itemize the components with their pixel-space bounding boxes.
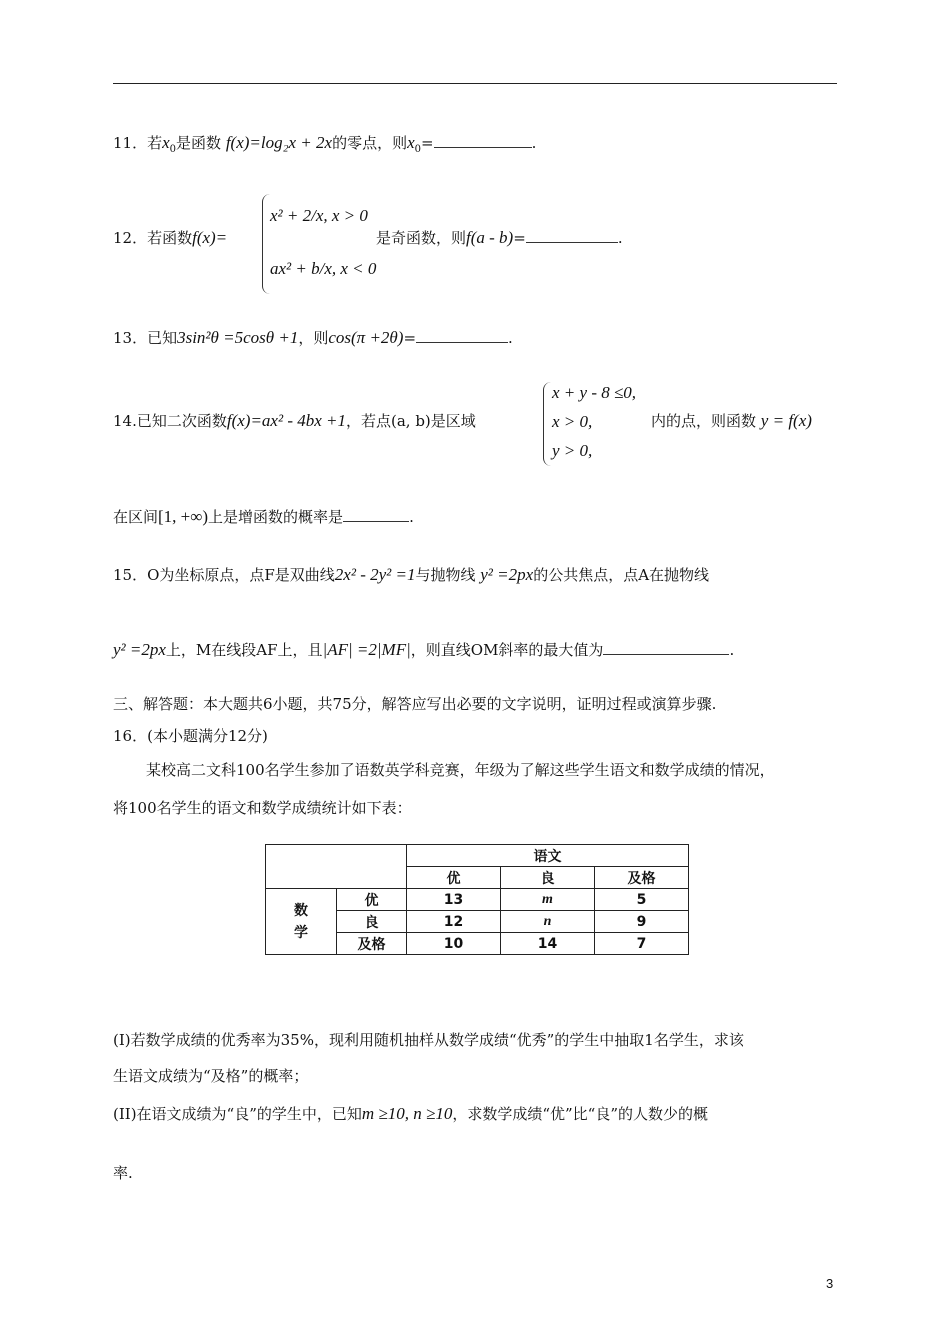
math-header: 数学 bbox=[266, 889, 337, 955]
row-header: 优 bbox=[337, 889, 407, 911]
q12-case-2: ax² + b/x, x < 0 bbox=[270, 259, 377, 278]
question-13: 13．已知3sin²θ =5cosθ +1，则cos(π +2θ)= . bbox=[113, 328, 513, 347]
q12-case-1: x² + 2/x, x > 0 bbox=[270, 206, 368, 225]
header-rule bbox=[113, 83, 837, 84]
col-header: 及格 bbox=[595, 867, 689, 889]
score-table bbox=[265, 844, 689, 955]
q14-brace bbox=[543, 382, 552, 466]
q14-constraint-1: x + y - 8 ≤0, bbox=[552, 383, 637, 402]
answer-blank bbox=[416, 328, 508, 343]
table-cell: 14 bbox=[501, 933, 595, 955]
q14-constraint-2: x > 0, bbox=[552, 412, 593, 431]
q16-paragraph-2: 将100名学生的语文和数学成绩统计如下表： bbox=[113, 799, 412, 817]
q16-part-1-line-1: (I)若数学成绩的优秀率为35%，现利用随机抽样从数学成绩“优秀”的学生中抽取1名学生，求该 bbox=[113, 1031, 744, 1049]
answer-blank bbox=[343, 507, 409, 522]
table-cell: 7 bbox=[595, 933, 689, 955]
q12-lead: 12．若函数f(x)= bbox=[113, 228, 228, 247]
answer-blank bbox=[526, 228, 618, 243]
table-cell: 10 bbox=[407, 933, 501, 955]
q11-function: f(x)=log₂x + 2x bbox=[225, 133, 333, 152]
table-cell: 12 bbox=[407, 911, 501, 933]
table-cell: n bbox=[501, 911, 595, 933]
table-cell: 13 bbox=[407, 889, 501, 911]
col-header: 优 bbox=[407, 867, 501, 889]
row-header: 良 bbox=[337, 911, 407, 933]
q14-lead: 14.已知二次函数f(x)=ax² - 4bx +1，若点(a, b)是区域 bbox=[113, 411, 476, 430]
table-cell: 9 bbox=[595, 911, 689, 933]
chinese-header: 语文 bbox=[407, 845, 689, 867]
q14-constraint-3: y > 0, bbox=[552, 441, 593, 460]
q14-line-2: 在区间[1, +∞)上是增函数的概率是 . bbox=[113, 507, 414, 526]
section-heading: 三、解答题：本大题共6小题，共75分，解答应写出必要的文字说明，证明过程或演算步骤. bbox=[113, 695, 717, 713]
answer-blank bbox=[603, 640, 729, 655]
q15-line-2: y² =2px上，M在线段AF上，且|AF| =2|MF|，则直线OM斜率的最大值为 . bbox=[113, 640, 735, 659]
answer-blank bbox=[434, 133, 532, 148]
table-cell: 5 bbox=[595, 889, 689, 911]
col-header: 良 bbox=[501, 867, 595, 889]
row-header: 及格 bbox=[337, 933, 407, 955]
table-corner bbox=[266, 845, 407, 889]
q14-tail: 内的点，则函数 y = f(x) bbox=[651, 411, 812, 430]
q16-part-1-line-2: 生语文成绩为“及格”的概率； bbox=[113, 1067, 309, 1085]
q16-heading: 16．(本小题满分12分) bbox=[113, 727, 268, 745]
q15-line-1: 15．O为坐标原点，点F是双曲线2x² - 2y² =1与抛物线 y² =2px的公共焦点，点A在抛物线 bbox=[113, 565, 710, 584]
q16-paragraph-1: 某校高二文科100名学生参加了语数英学科竞赛，年级为了解这些学生语文和数学成绩的情况， bbox=[146, 761, 775, 779]
q16-part-2-line-1: (II)在语文成绩为“良”的学生中，已知m ≥10, n ≥10，求数学成绩“优”比“良”的人数少的概 bbox=[113, 1104, 709, 1123]
q16-part-2-line-2: 率. bbox=[113, 1164, 133, 1182]
q12-tail: 是奇函数，则f(a - b)= . bbox=[376, 228, 623, 247]
question-11: 11．若$x_0$是函数 f(x)=log₂x + 2x的零点，则$x_0=$ . bbox=[113, 133, 537, 155]
page-number: 3 bbox=[826, 1276, 834, 1291]
table-cell: m bbox=[501, 889, 595, 911]
